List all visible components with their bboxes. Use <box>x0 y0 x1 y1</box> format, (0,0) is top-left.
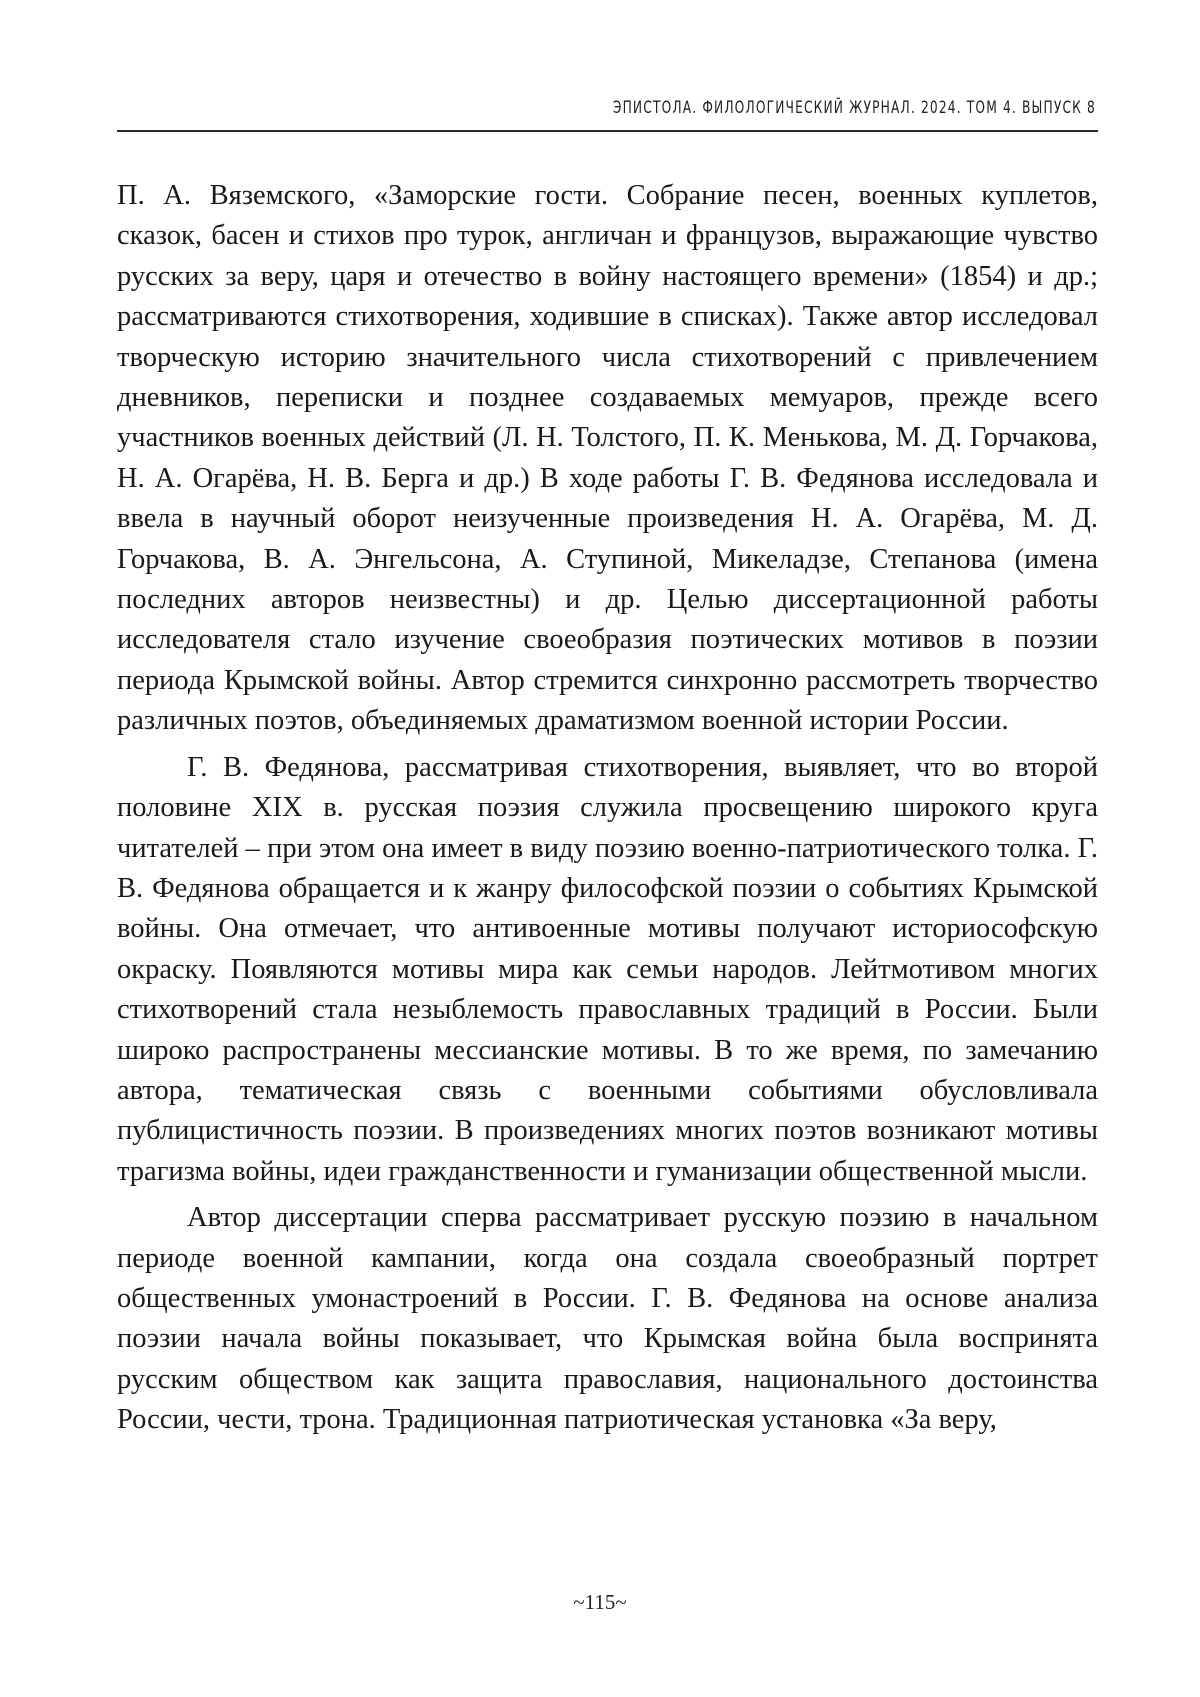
paragraph-initial-period: Автор диссертации сперва рассматривает русскую поэзию в началь­ном периоде военной кампании, когда она создала своеобразный портрет общественных умонастроений в России. Г. В. Федянова на основе анализа поэзии начала войны показывает, что Крымская война была воспринята русским обществом как защита православия, национального достоинства России, чести, трона. Традиционная патриотическая установка «За веру, <box>117 1198 1098 1440</box>
page-number: ~115~ <box>0 1590 1200 1615</box>
running-header-title: ЭПИСТОЛА. ФИЛОЛОГИЧЕСКИЙ ЖУРНАЛ. 2024. ТОМ 4. ВЫПУСК 8 <box>613 98 1096 118</box>
journal-page <box>0 0 1200 1697</box>
running-header <box>117 96 1098 132</box>
paragraph-fedyanova-motifs: Г. В. Федянова, рассматривая стихотворения, выявляет, что во вто­рой половине XIX в. русская поэзия служила просвещению широкого кру­га читателей – при этом она имеет в виду поэзию военно-патриотического толка. Г. В. Федянова обращается и к жанру философской поэзии о собы­тиях Крымской войны. Она отмечает, что антивоенные мотивы получают историософскую окраску. Появляются мотивы мира как семьи народов. Лейтмотивом многих стихотворений стала незыблемость православных традиций в России. Были широко распространены мессианские мотивы. В то же время, по замечанию автора, тематическая связь с военными со­бытиями обусловливала публицистичность поэзии. В произведениях мно­гих поэтов возникают мотивы трагизма войны, идеи гражданственности и гуманизации общественной мысли. <box>117 748 1098 1192</box>
paragraph-continuation: П. А. Вяземского, «Заморские гости. Собрание песен, военных куплетов, сказок, басен и стихов про турок, англичан и французов, выражающие чувство русских за веру, царя и отечество в войну настоящего времени» (1854) и др.; рассматриваются стихотворения, ходившие в списках). Также автор исследовал творческую историю значительного числа стихотворе­ний с привлечением дневников, переписки и позднее создаваемых мемуа­ров, прежде всего участников военных действий (Л. Н. Толстого, П. К. Менькова, М. Д. Горчакова, Н. А. Огарёва, Н. В. Берга и др.) В ходе работы Г. В. Федянова исследовала и ввела в научный оборот неизучен­ные произведения Н. А. Огарёва, М. Д. Горчакова, В. А. Энгельсона, А. Ступиной, Микеладзе, Степанова (имена последних авторов неизвест­ны) и др. Целью диссертационной работы исследователя стало изучение своеобразия поэтических мотивов в поэзии периода Крымской войны. Ав­тор стремится синхронно рассмотреть творчество различных поэтов, объ­единяемых драматизмом военной истории России. <box>117 176 1098 742</box>
article-body <box>117 176 1098 1447</box>
